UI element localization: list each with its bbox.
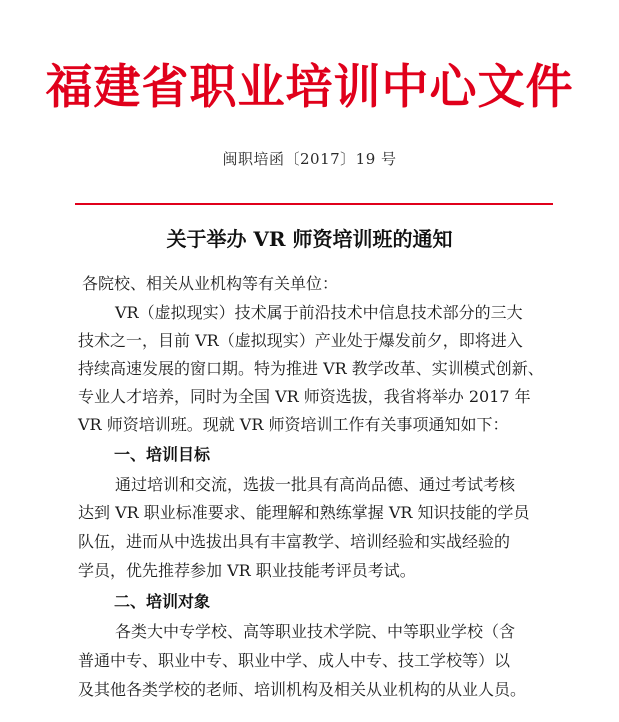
salutation: 各院校、相关从业机构等有关单位： <box>82 274 339 293</box>
section-heading-training-goal: 一、培训目标 <box>114 445 211 464</box>
intro-line: VR（虚拟现实）技术属于前沿技术中信息技术部分的三大 <box>115 303 523 322</box>
section2-line: 及其他各类学校的老师、培训机构及相关从业机构的从业人员。 <box>78 680 527 699</box>
section1-line: 达到 VR 职业标准要求、能理解和熟练掌握 VR 知识技能的学员 <box>78 503 530 522</box>
intro-line: 技术之一，目前 VR（虚拟现实）产业处于爆发前夕，即将进入 <box>78 331 523 350</box>
section-heading-training-target: 二、培训对象 <box>114 592 211 611</box>
section1-line: 通过培训和交流，选拔一批具有高尚品德、通过考试考核 <box>115 475 516 494</box>
notice-title: 关于举办 VR 师资培训班的通知 <box>166 227 453 251</box>
letterhead-title: 福建省职业培训中心文件 <box>45 60 574 115</box>
intro-line: 专业人才培养，同时为全国 VR 师资选拔，我省将举办 2017 年 <box>78 387 531 406</box>
section2-line: 各类大中专学校、高等职业技术学院、中等职业学校（含 <box>115 622 516 641</box>
intro-line: VR 师资培训班。现就 VR 师资培训工作有关事项通知如下： <box>78 415 509 434</box>
document-number: 闽职培函〔2017〕19 号 <box>222 150 397 168</box>
section2-line: 普通中专、职业中专、职业中学、成人中专、技工学校等）以 <box>78 651 511 670</box>
section1-line: 学员，优先推荐参加 VR 职业技能考评员考试。 <box>78 561 416 580</box>
section1-line: 队伍，进而从中选拔出具有丰富教学、培训经验和实战经验的 <box>78 532 511 551</box>
red-divider-line <box>75 203 553 205</box>
intro-line: 持续高速发展的窗口期。特为推进 VR 教学改革、实训模式创新、 <box>78 359 544 378</box>
